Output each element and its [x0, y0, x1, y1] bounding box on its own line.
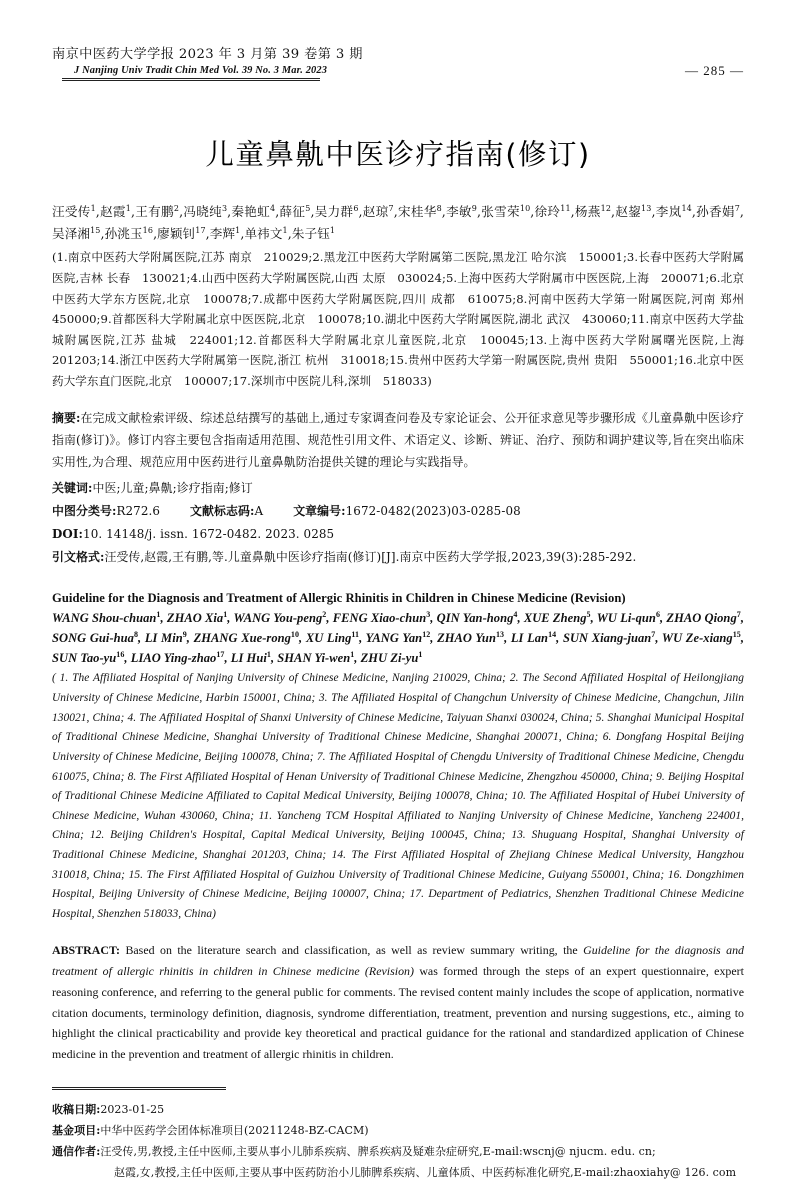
abstract-en-guideline-title: Guideline for the diagnosis and treatment of allergic rhinitis in children in Chinese medicine (Revision) — [52, 943, 744, 979]
footnote-divider — [52, 1087, 226, 1090]
abstract-en-label: ABSTRACT: — [52, 943, 121, 958]
abstract-cn — [52, 408, 744, 474]
doi-line — [52, 523, 744, 546]
keywords-cn — [52, 477, 744, 500]
doc-code-label: 文献标志码: — [190, 504, 255, 519]
running-head — [52, 46, 744, 104]
classification-line — [52, 500, 744, 523]
abstract-en-part2: was formed through the steps of an expert questionnaire, expert reasoning conference, and referring to the general public for comments. The revised content mainly includes the scope of application, normative citation documents, terminology definition, diagnosis, syndrome differentiation, treatment, prevention and nursing suggestions, etc., aiming to highlight the clinical practicability and provide key theoretical and practical guidance for the rational and standardized application of Chinese medicine in the prevention and treatment of allergic rhinitis in children. — [52, 964, 744, 1061]
abstract-en — [52, 940, 744, 1064]
page-number: — 285 — — [685, 63, 744, 78]
corresponding-author-1: 汪受传,男,教授,主任中医师,主要从事小儿肺系疾病、脾系疾病及疑难杂症研究,E-mail:wscnj@ njucm. edu. cn; — [100, 1144, 656, 1158]
clc-label: 中图分类号: — [52, 504, 117, 519]
abstract-en-part1: Based on the literature search and classification, as well as review summary writing, the — [125, 943, 584, 958]
citation-line — [52, 546, 744, 569]
doi-value: 10. 14148/j. issn. 1672-0482. 2023. 0285 — [83, 527, 335, 542]
authors-en: WANG Shou-chuan$^1$, ZHAO Xia$^1$, WANG You-peng$^2$, FENG Xiao-chun$^3$, QIN Yan-hong$^4$, XUE Zheng$^5$, WU Li-qun$^6$, ZHAO Qiong$^7$, SONG Gui-hua$^8$, LI Min$^9$, ZHANG Xue-rong$^{10}$, XU Ling$^{11}$, YANG Yan$^{12}$, ZHAO Yun$^{13}$, LI Lan$^{14}$, SUN Xiang-juan$^7$, WU Ze-xiang$^{15}$, SUN Tao-$yu^{16}$, LIAO Ying-zhao$^{17}$, LI Hui$^1$, SHAN Yi-wen$^1$, ZHU $Zi-yu^1$ — [52, 609, 744, 666]
corresponding-author-2: 赵霞,女,教授,主任中医师,主要从事中医药防治小儿肺脾系疾病、儿童体质、中医药标准化研究,E-mail:zhaoxiahy@ 126. com — [114, 1165, 737, 1179]
received-date-label: 收稿日期: — [52, 1102, 101, 1116]
received-date-line — [52, 1099, 744, 1120]
corresponding-author-line-1 — [52, 1141, 744, 1162]
funding-value: 中华中医药学会团体标准项目(20211248-BZ-CACM) — [100, 1123, 369, 1137]
journal-title-cn: 南京中医药大学学报 2023 年 3 月第 39 卷第 3 期 — [52, 47, 363, 62]
page-title-en: Guideline for the Diagnosis and Treatment of Allergic Rhinitis in Children in Chinese Medicine (Revision) — [52, 590, 626, 605]
article-no-value: 1672-0482(2023)03-0285-08 — [345, 504, 521, 519]
page-title: 儿童鼻鼽中医诊疗指南(修订) — [205, 138, 591, 171]
clc-value: R272.6 — [116, 504, 161, 519]
doc-code-value: A — [254, 504, 264, 519]
doi-label: DOI: — [52, 527, 84, 542]
authors-cn: 汪受传$^1$,赵霞$^1$,王有鹏$^2$,冯晓纯$^3$,秦艳虹$^4$,薛征$^5$,吴力群$^6$,赵琼$^7$,宋桂华$^8$,李敏$^9$,张雪荣$^{10}$,徐玲$^{11}$,杨燕$^{12}$,赵鋆$^{13}$,李岚$^{14}$,孙香娟$^7$,吴泽湘$^{15}$,孙洮玉$^{16}$,廖颖钊$^{17}$,李辉$^1$,单祎文$^1$,朱子钰$^1$ — [52, 203, 745, 241]
abstract-cn-text: 在完成文献检索评级、综述总结撰写的基础上,通过专家调查问卷及专家论证会、公开征求意见等步骤形成《儿童鼻鼽中医诊疗指南(修订)》。修订内容主要包含指南适用范围、规范性引用文件、术语定义、诊断、辨证、治疗、预防和调护建议等,旨在突出临床实用性,为合理、规范应用中医药进行儿童鼻鼽防治提供关键的理论与实践指导。 — [52, 410, 744, 469]
keywords-cn-label: 关键词: — [52, 481, 93, 496]
funding-label: 基金项目: — [52, 1123, 101, 1137]
corresponding-author-label: 通信作者: — [52, 1144, 101, 1158]
header-divider — [62, 78, 320, 81]
affiliations-cn: (1.南京中医药大学附属医院,江苏 南京 210029;2.黑龙江中医药大学附属第二医院,黑龙江 哈尔滨 150001;3.长春中医药大学附属医院,吉林 长春 130021;4.山西中医药大学附属医院,山西 太原 030024;5.上海中医药大学附属市中医医院,上海 200071;6.北京中医药大学东方医院,北京 100078;7.成都中医药大学附属医院,四川 成都 610075;8.河南中医药大学第一附属医院,河南 郑州 450000;9.首都医科大学附属北京中医医院,北京 100078;10.湖北中医药大学附属医院,湖北 武汉 430060;11.南京中医药大学盐城附属医院,江苏 盐城 224001;12.首都医科大学附属北京儿童医院,北京 100045;13.上海中医药大学附属曙光医院,上海 201203;14.浙江中医药大学附属第一医院,浙江 杭州 310018;15.贵州中医药大学第一附属医院,贵州 贵阳 550001;16.北京中医药大学东直门医院,北京 100007;17.深圳市中医院儿科,深圳 518033) — [52, 250, 756, 389]
running-head-left — [52, 46, 522, 81]
keywords-cn-value: 中医;儿童;鼻鼽;诊疗指南;修订 — [92, 481, 253, 496]
affiliations-en: ( 1. The Affiliated Hospital of Nanjing University of Chinese Medicine, Nanjing 210029, China; 2. The Second Affiliated Hospital of Heilongjiang University of Chinese Medicine, Harbin 150001, China; 3. The Affiliated Hospital of Changchun University of Chinese Medicine, Changchun, Jilin 130021, China; 4. The Affiliated Hospital of Shanxi University of Chinese Medicine, Taiyuan Shanxi 030024, China; 5. Shanghai Municipal Hospital of Traditional Chinese Medicine, Shanghai University of Traditional Chinese Medicine, Shanghai 200071, China; 6. Dongfang Hospital Beijing University of Chinese Medicine, Beijing 100078, China; 7. The Affiliated Hospital of Chengdu University of Traditional Chinese Medicine, Chengdu 610075, China; 8. The First Affiliated Hospital of Henan University of Traditional Chinese Medicine, Zhengzhou 450000, China; 9. Beijing Hospital of Traditional Chinese Medicine Affiliated to Capital Medical University, Beijing 100078, China; 10. The Affiliated Hospital of Hubei University of Chinese Medicine, Wuhan 430060, China; 11. Yancheng TCM Hospital Affiliated to Nanjing University of Chinese Medicine, Yancheng 224001, China; 12. Beijing Children's Hospital, Capital Medical University, Beijing 100045, China; 13. Shuguang Hospital, Shanghai University of Traditional Chinese Medicine, Shanghai 201203, China; 14. The First Affiliated Hospital of Zhejiang Chinese Medical University, Hangzhou 310018, China; 15. The First Affiliated Hospital of Guizhou University of Traditional Chinese Medicine, Guiyang 550001, China; 16. Dongzhimen Hospital, Beijing University of Chinese Medicine, Beijing 100007, China; 17. Department of Pediatrics, Shenzhen Traditional Chinese Medicine Hospital, Shenzhen 518033, China) — [52, 672, 744, 920]
abstract-cn-label: 摘要: — [52, 410, 81, 425]
footnotes — [52, 1099, 744, 1183]
journal-title-en: J Nanjing Univ Tradit Chin Med Vol. 39 No. 3 Mar. 2023 — [74, 64, 328, 76]
citation-value: 汪受传,赵霞,王有鹏,等.儿童鼻鼽中医诊疗指南(修订)[J].南京中医药大学学报,2023,39(3):285-292. — [104, 549, 637, 564]
corresponding-author-line-2 — [52, 1162, 744, 1183]
article-no-label: 文章编号: — [293, 504, 346, 519]
received-date-value: 2023-01-25 — [100, 1102, 165, 1116]
funding-line — [52, 1120, 744, 1141]
citation-label: 引文格式: — [52, 549, 105, 564]
